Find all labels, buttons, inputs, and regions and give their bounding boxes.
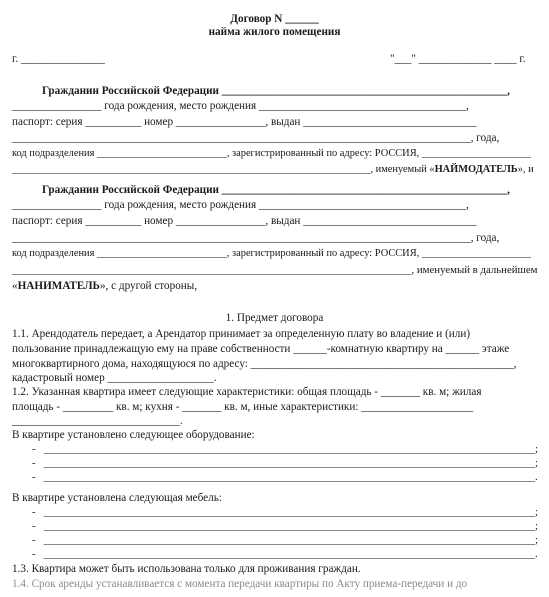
clause-1-1-line-2: пользование принадлежащую ему на праве собственности ______-комнатную квартиру на ______ этаже — [12, 343, 510, 355]
clause-1-2-line-2: площадь - _________ кв. м; кухня - _______ кв. м, иные характеристики: ____________________ — [12, 401, 474, 413]
tenant-named-line: __________________________________________________________________________, именуемый в дальнейшем — [12, 264, 538, 276]
contract-title: Договор N ______ — [230, 13, 319, 25]
list-item: - ___________________________________________________________________________________________; — [32, 534, 538, 546]
clause-1-3: 1.3. Квартира может быть использована только для проживания граждан. — [12, 563, 361, 575]
list-item: - ___________________________________________________________________________________________; — [32, 520, 538, 532]
landlord-registration-line: код подразделения _________________________, зарегистрированный по адресу: РОССИЯ, _____________________ — [12, 148, 531, 159]
landlord-citizen-line: Гражданин Российской Федерации ___________________________________________________, — [42, 85, 510, 97]
tenant-citizen-line: Гражданин Российской Федерации ___________________________________________________, — [42, 184, 510, 196]
section-heading: 1. Предмет договора — [225, 312, 324, 324]
clause-1-1-line-3: многоквартирного дома, находящуюся по адресу: _______________________________________________, — [12, 358, 517, 370]
date-field: "___" _____________ ____ г. — [390, 53, 526, 65]
list-item: - ___________________________________________________________________________________________; — [32, 457, 538, 469]
clause-1-2-line-1: 1.2. Указанная квартира имеет следующие характеристики: общая площадь - _______ кв. м; жилая — [12, 386, 482, 398]
clause-1-4: 1.4. Срок аренды устанавливается с момента передачи квартиры по Акту приема-передачи и до — [12, 578, 468, 590]
landlord-birth-line: ________________ года рождения, место рождения _____________________________________, — [12, 100, 469, 112]
list-item: - ___________________________________________________________________________________________; — [32, 506, 538, 518]
list-item: - ___________________________________________________________________________________________. — [32, 471, 538, 483]
tenant-passport-line: паспорт: серия __________ номер ________________, выдан _______________________________ — [12, 215, 477, 227]
city-field: г. _______________ — [12, 53, 105, 65]
furniture-title: В квартире установлена следующая мебель: — [12, 492, 222, 504]
tenant-role: НАНИМАТЕЛЬ — [17, 280, 100, 292]
contract-subtitle: найма жилого помещения — [208, 26, 341, 38]
landlord-passport-line: паспорт: серия __________ номер ________________, выдан _______________________________ — [12, 116, 477, 128]
landlord-named-line: _____________________________________________________________________, именуемый «НАЙМОДАТЕЛЬ», и — [12, 164, 534, 175]
clause-1-1-line-1: 1.1. Арендодатель передает, а Арендатор принимает за определенную плату во владение и (или) — [12, 328, 471, 340]
landlord-issued-line: __________________________________________________________________________________, года, — [12, 132, 500, 144]
tenant-registration-line: код подразделения _________________________, зарегистрированный по адресу: РОССИЯ, _____________________ — [12, 248, 531, 259]
list-item: - ___________________________________________________________________________________________. — [32, 548, 538, 560]
tenant-birth-line: ________________ года рождения, место рождения _____________________________________, — [12, 199, 469, 211]
landlord-role: НАЙМОДАТЕЛЬ — [434, 164, 518, 175]
equipment-title: В квартире установлено следующее оборудование: — [12, 429, 255, 441]
tenant-issued-line: __________________________________________________________________________________, года, — [12, 232, 500, 244]
tenant-role-line: «НАНИМАТЕЛЬ», с другой стороны, — [12, 280, 198, 292]
clause-1-2-line-3: ______________________________. — [12, 415, 183, 427]
list-item: - ___________________________________________________________________________________________; — [32, 443, 538, 455]
clause-1-1-line-4: кадастровый номер ___________________. — [12, 372, 217, 384]
